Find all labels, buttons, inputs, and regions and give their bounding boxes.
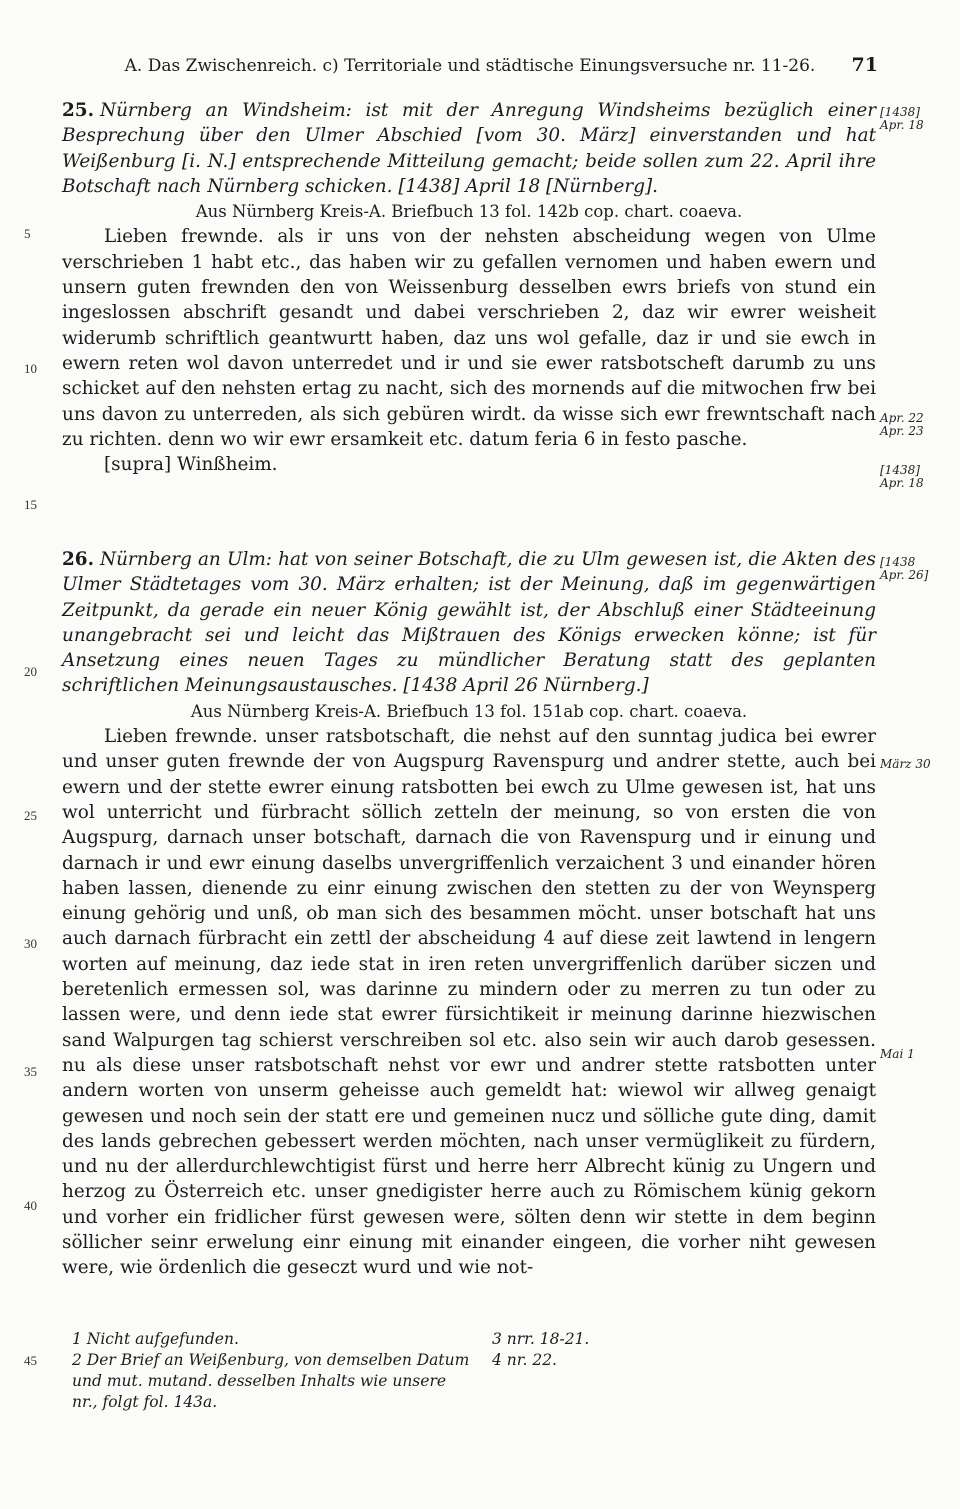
line-number: 25 xyxy=(24,808,37,823)
entry-25-letter-text: Lieben frewnde. als ir uns von der nehsten abscheidung wegen von Ulme verschrieben 1 habt etc., das haben wir zu gefallen vernomen und haben ewern und unsern guten frewnden den von Weissenburg desselben ewrs briefs von stund ein ingeslossen abschrift gesandt und dabei verschrieben 2, daz wir ewrer weisheit widerumb schriftlich geantwurtt haben, daz uns wol gefalle, daz ir und sie ewch in ewern reten wol davon unterredet und ir und sie ewer ratsbotscheft darumb zu uns schicket auf den nehsten ertag zu nacht, sich des mornends auf die mitwochen frw bei uns davon zu unterreden, als sich gebüren wirdt. da wisse sich ewr frewntschaft nach zu richten. denn wo wir ewr ersamkeit etc. datum feria 6 in festo pasche. xyxy=(62,226,876,450)
margin-date-note: März 30 xyxy=(880,757,931,771)
margin-date-note: [1438] Apr. 18 xyxy=(880,463,924,490)
footnote-4: 4 nr. 22. xyxy=(492,1351,557,1369)
running-title: A. Das Zwischenreich. c) Territoriale und städtische Einungsversuche nr. 11-26. xyxy=(124,56,816,76)
line-number: 5 xyxy=(24,226,31,241)
entry-26-letter xyxy=(62,724,876,1281)
entry-25-closing: [supra] Winßheim. xyxy=(104,454,278,476)
entry-25-source: Aus Nürnberg Kreis-A. Briefbuch 13 fol. 142b cop. chart. coaeva. xyxy=(195,202,743,222)
line-number: 10 xyxy=(24,361,37,376)
footnote-2: 2 Der Brief an Weißenburg, von demselben Datum und mut. mutand. desselben Inhalts wie unsere nr., folgt fol. 143a. xyxy=(72,1351,470,1411)
entry-25-number: 25. xyxy=(62,100,94,121)
footnote-1: 1 Nicht aufgefunden. xyxy=(72,1330,239,1348)
footnote-3: 3 nrr. 18-21. xyxy=(492,1330,590,1348)
entry-26-letter-text: Lieben frewnde. unser ratsbotschaft, die nehst auf den sunntag judica bei ewrer und unser guten frewnde der von Augspurg Ravenspurg und andrer stette, auch bei ewern und der stette ewrer einung ratsbotten bei ewch zu Ulme gewesen ist, hat uns wol unterricht und fürbracht söllich zetteln der meinung, so von ersten die von Augspurg, darnach unser botschaft, darnach die von Ravenspurg und ir einung und darnach ir und ewr einung daselbs unvergriffenlich verzaichent 3 und einander hören haben lassen, dienende zu einr einung zwischen den stetten zu der von Weynsperg einung gehörig und unß, ob man sich des besammen möcht. unser botschaft hat uns auch darnach fürbracht ein zettl der abscheidung 4 auf diese zeit lawtend in lengern worten auf meinung, daz iede stat in iren reten unvergriffenlich darüber siczen und beretenlich ermessen sol, was darinne zu mindern oder zu merren zu tun oder zu lassen were, und denn iede stat ewrer fürsichtikeit ir meinung darinne hiezwischen sand Walpurgen tag schierst verschreiben sol etc. also sein wir auch darob gesessen. nu als diese unser ratsbotschaft nehst vor ewr und andrer stette ratsbotten unter andern worten von unserm geheisse auch gemeldt hat: wiewol wir allweg genaigt gewesen und noch sein der statt ere und gemeinen nucz und sölliche gute ding, damit des lands gebrechen gebessert werden möchten, nach unser vermüglikeit zu fürdern, und nu der allerdurchlewchtigist fürst und herre herr Albrecht künig zu Ungern und herzog zu Österreich etc. unser gnedigister herre auch zu Römischem künig gekorn und vorher ein fridlicher fürst gewesen were, sölten denn wir stette in dem beginn söllicher seinr erwelung einr einung mit einander eingeen, die vorher niht gewesen were, wie ördenlich die geseczt wurd und wie not- xyxy=(62,726,876,1279)
line-number: 20 xyxy=(24,664,37,679)
page-number: 71 xyxy=(851,54,878,76)
entry-26-regest xyxy=(62,547,876,699)
entry-25 xyxy=(62,98,876,477)
margin-date-note: [1438] Apr. 18 xyxy=(880,105,924,132)
footnotes-right-column xyxy=(492,1329,692,1371)
entry-26-source: Aus Nürnberg Kreis-A. Briefbuch 13 fol. 151ab cop. chart. coaeva. xyxy=(190,701,748,721)
entry-25-regest-text: Nürnberg an Windsheim: ist mit der Anregung Windsheims bezüglich einer Besprechung über den Ulmer Abschied [vom 30. März] einverstanden und hat Weißenburg [i. N.] entsprechende Mitteilung gemacht; beide sollen zum 22. April ihre Botschaft nach Nürnberg schicken. [1438] April 18 [Nürnberg]. xyxy=(62,100,876,197)
margin-date-note: Mai 1 xyxy=(880,1047,915,1061)
entry-25-letter xyxy=(62,224,876,477)
entry-26-number: 26. xyxy=(62,549,94,570)
line-number: 40 xyxy=(24,1198,37,1213)
line-number: 30 xyxy=(24,936,37,951)
line-number: 35 xyxy=(24,1064,37,1079)
margin-date-note: [1438 Apr. 26] xyxy=(880,555,929,582)
line-number: 45 xyxy=(24,1353,37,1368)
entry-25-regest xyxy=(62,98,876,199)
margin-date-note: Apr. 22 Apr. 23 xyxy=(880,411,924,438)
entry-26 xyxy=(62,547,876,1281)
line-number: 15 xyxy=(24,497,37,512)
footnotes-left-column xyxy=(72,1329,472,1413)
entry-26-regest-text: Nürnberg an Ulm: hat von seiner Botschaft, die zu Ulm gewesen ist, die Akten des Ulmer Städtetages vom 30. März erhalten; ist der Meinung, daß im gegenwärtigen Zeitpunkt, da gerade ein neuer König gewählt ist, der Abschluß einer Städteeinung unangebracht sei und leicht das Mißtrauen des Königs erwecken könne; ist für Ansetzung eines neuen Tages zu mündlicher Beratung statt des geplanten schriftlichen Meinungsaustausches. [1438 April 26 Nürnberg.] xyxy=(62,549,876,697)
running-header xyxy=(62,56,878,76)
